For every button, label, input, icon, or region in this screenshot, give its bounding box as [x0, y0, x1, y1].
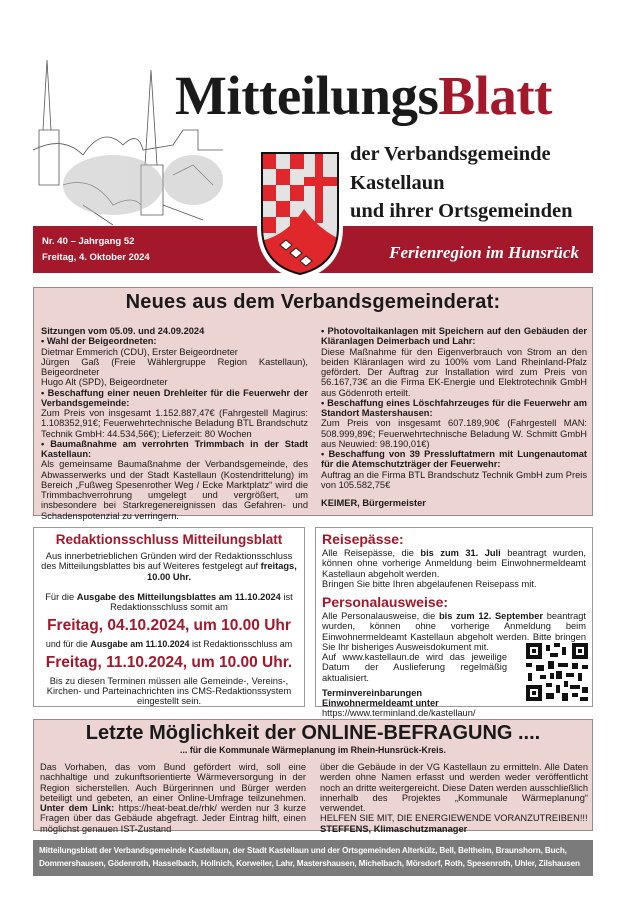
subtitle-line-2: Kastellaun: [350, 172, 445, 194]
council-item-text: Diese Maßnahme für den Eigenverbrauch von Strom an den beiden Kläranlagen wird zu 100% vom Land Rheinland-Pfalz gefördert. Der Auftrag zur Installation wird zum Preis von 56.167,73€ an die Firma EK-Energie und Elektrotechnik GmbH aus Gödenroth erteilt.: [321, 346, 587, 398]
deadline-paragraph-4: Bis zu diesen Terminen müssen alle Gemeinde-, Vereins-, Kirchen- und Parteinachrichten ins CMS-Redaktionssystem eingestellt sein.: [46, 675, 292, 706]
subtitle-line-3: und ihrer Ortsgemeinden: [350, 200, 573, 222]
deadline-paragraph-2: [40, 592, 298, 613]
text: ist Redaktionsschluss am: [191, 639, 293, 650]
deadline-notice: [33, 527, 305, 707]
coat-of-arms-icon: [256, 147, 344, 281]
council-item-text: Zum Preis von insgesamt 1.152.887,47€ (Fahrgestell Magirus: 1.108352,91€; Feuerwehrtechnische Beladung BTL Brandschutz Technik GmbH: 44.534,56€); Lieferzeit: 80 Wochen: [41, 408, 308, 439]
appointment-label-2: Einwohnermeldeamt unter: [322, 698, 439, 708]
council-news-title: Neues aus dem Verbandsgemeinderat:: [125, 291, 501, 313]
survey-subtitle: ... für die Kommunale Wärmeplanung im Rhein-Hunsrück-Kreis.: [180, 745, 446, 755]
text: beantragt wurden, können ohne vorherige Anmeldung beim Einwohnermeldeamt Kastellaun abgeholt werden.: [322, 548, 586, 579]
council-item-heading: • Beschaffung eines Löschfahrzeuges für die Feuerwehr am Standort Mastershausen:: [321, 397, 587, 418]
survey-section: [33, 719, 593, 834]
council-item-text: Dietmar Emmerich (CDU), Erster Beigeordneter: [41, 346, 238, 357]
text: Für die: [45, 591, 75, 602]
slogan: Ferienregion im Hunsrück: [389, 243, 579, 262]
bold-text: bis zum 12. September: [438, 611, 544, 621]
title-mitteilungs: Mitteilungs: [175, 65, 439, 126]
passports-paragraph: [322, 548, 586, 579]
text: Das Vorhaben, das vom Bund gefördert wird, soll eine nachhaltige und zukunftsorientierte Wärmeversorgung in der Region sicherstellen. Auch Bürgerinnen und Bürger werden beteiligt und gebeten, an einer Online-Umfrage teilzunehmen.: [40, 762, 306, 803]
passports-title: Reisepässe:: [322, 531, 404, 547]
deadline-date-1: Freitag, 04.10.2024, um 10.00 Uhr: [47, 617, 291, 635]
id-cards-title: Personalausweise:: [322, 594, 449, 610]
text: Aus innerbetrieblichen Gründen wird der Redaktionsschluss des Mitteilungsblattes bis auf Weiteres festgelegt auf: [41, 551, 293, 572]
council-item-heading: • Beschaffung von 39 Pressluftatmern mit Lungenautomat für die Atemschutzträger der Feuerwehr:: [321, 449, 587, 470]
council-signature: KEIMER, Bürgermeister: [321, 498, 426, 508]
council-item-text: Zum Preis von insgesamt 607.189,90€ (Fahrgestell MAN: 508.999,89€; Feuerwehrtechnische Beladung W. Schmitt GmbH aus Neuwied: 98.190,01€): [321, 418, 587, 449]
text: beantragt wurden, können ohne vorherige Anmeldung beim Einwohnermeldeamt Kastellaun abgeholt werden. Bitte bringen Sie Ihr bisheriges Ausweisdokument mit.: [322, 611, 586, 652]
bold-text: bis zum 31. Juli: [420, 548, 501, 558]
text: ist Redaktionsschluss somit am: [110, 591, 293, 612]
passport-notice: [315, 527, 593, 719]
masthead-title: [175, 66, 552, 126]
survey-link[interactable]: https://heat-beat.de/rhk/ werden nur 3 kurze Fragen über das Gebäude abgefragt. Jeder Eintrag hilft, einen möglichst genauen IST-Zustand: [40, 803, 306, 834]
issue-date: Freitag, 4. Oktober 2024: [42, 252, 150, 263]
issue-number: Nr. 40 – Jahrgang 52: [42, 236, 135, 247]
passports-reminder: Bringen Sie bitte Ihren abgelaufenen Reisepass mit.: [322, 578, 537, 589]
deadline-paragraph-1: [40, 551, 298, 582]
appointment-link[interactable]: https://www.terminland.de/kastellaun/: [322, 708, 476, 719]
council-item-text: Hugo Alt (SPD), Beigeordneter: [41, 377, 168, 388]
council-item-heading: • Beschaffung einer neuen Drehleiter für die Feuerwehr der Verbandsgemeinde:: [41, 387, 308, 408]
deadline-title: Redaktionsschluss Mitteilungsblatt: [55, 532, 283, 547]
footer-bar: [33, 840, 593, 876]
footer-text: Mitteilungsblatt der Verbandsgemeinde Kastellaun, der Stadt Kastellaun und der Ortsgemeinden Alterkülz, Bell, Beltheim, Braunshorn, Buch, Dommershausen, Gödenroth, Hasselbach, Hollnich, Korweiler, Lahr, Mastershausen, Michelbach, Mörsdorf, Roth, Spesenroth, Uhler, Zilshausen: [39, 846, 580, 868]
council-item-text: Auftrag an die Firma BTL Brandschutz Technik GmbH zum Preis von 105.582,75€: [321, 469, 587, 490]
text: Alle Personalausweise, die: [322, 611, 436, 621]
bold-text: Unter dem Link:: [40, 803, 115, 813]
text: über die Gebäude in der VG Kastellaun zu ermitteln. Alle Daten werden ohne Namen erfasst und werden weder veröffentlicht noch an dritte weitergereicht. Diese Daten werden ausschließlich innerhalb des Projektes „Kommunale Wärmeplanung“ verwendet.: [320, 762, 588, 813]
council-news-section: [33, 287, 593, 521]
survey-signature: STEFFENS, Klimaschutzmanager: [320, 823, 468, 834]
council-item-heading: • Baumaßnahme am verrohrten Trimmbach in der Stadt Kastellaun:: [41, 438, 308, 459]
text: und für die: [45, 639, 88, 650]
survey-left-column: [40, 762, 306, 834]
deadline-date-2: Freitag, 11.10.2024, um 10.00 Uhr.: [45, 653, 293, 671]
deadline-paragraph-3: [40, 639, 298, 649]
council-right-column: [321, 326, 587, 490]
council-item-heading: Sitzungen vom 05.09. und 24.09.2024: [41, 326, 205, 336]
survey-title: Letzte Möglichkeit der ONLINE-BEFRAGUNG ....: [85, 722, 541, 744]
subtitle-line-1: der Verbandsgemeinde: [350, 143, 551, 165]
call-to-action: HELFEN SIE MIT, DIE ENERGIEWENDE VORANZUTREIBEN!!!: [320, 813, 588, 824]
survey-right-column: [320, 762, 588, 834]
council-item-text: Als gemeinsame Baumaßnahme der Verbandsgemeinde, des Abwasserwerks und der Stadt Kastellaun (Kostendrittelung) im Bereich „Fußweg Spesenrother Weg / Ecke Marktplatz“ wird die Trimmbachverrohrung umgelegt und vergrößert, um insbesondere bei Starkregenereignissen das Gefahren- und Schadenspotenzial zu verringern.: [41, 459, 308, 521]
qr-code-icon[interactable]: [526, 643, 588, 701]
bold-text: Ausgabe am 11.10.2024: [90, 639, 190, 650]
id-cards-website-note: Auf www.kastellaun.de wird das jeweilige Datum der Auslieferung regelmäßig aktualisiert.: [322, 652, 507, 683]
council-left-column: [41, 326, 308, 521]
council-item-heading: • Wahl der Beigeordneten:: [41, 336, 157, 347]
text: Alle Reisepässe, die: [322, 548, 414, 558]
title-blatt: Blatt: [438, 65, 552, 126]
bold-text: Ausgabe des Mitteilungsblattes am 11.10.2024: [76, 591, 281, 602]
appointment-label-1: Terminvereinbarungen: [322, 687, 423, 698]
bold-text: freitags, 10.00 Uhr.: [147, 561, 297, 582]
council-item-heading: • Photovoltaikanlagen mit Speichern auf den Gebäuden der Kläranlagen Deimerbach und Lahr:: [321, 326, 587, 347]
council-item-text: Jürgen Gaß (Freie Wählergruppe Region Kastellaun), Beigeordneter: [41, 356, 308, 377]
